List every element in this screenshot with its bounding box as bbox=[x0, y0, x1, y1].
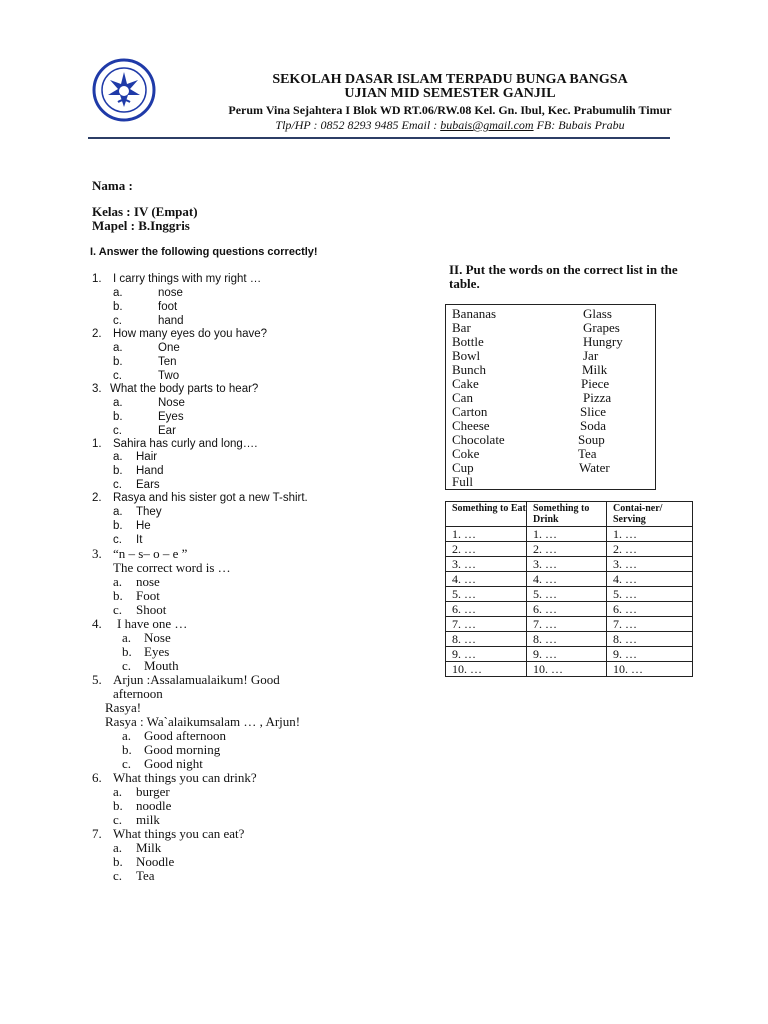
answer-cell[interactable]: 1. … bbox=[607, 527, 693, 542]
option-text: Good morning bbox=[144, 742, 221, 757]
answer-cell[interactable]: 7. … bbox=[446, 617, 527, 632]
option-text: Foot bbox=[136, 588, 160, 603]
question-subtext: The correct word is … bbox=[113, 560, 231, 575]
email-link[interactable]: bubais@gmail.com bbox=[440, 118, 534, 132]
option-letter: a. bbox=[113, 287, 123, 299]
option-letter: b. bbox=[113, 301, 123, 313]
question-number: 6. bbox=[92, 770, 102, 785]
word-item: Pizza bbox=[583, 390, 612, 405]
question-number: 4. bbox=[92, 616, 102, 631]
option-letter: a. bbox=[113, 574, 123, 589]
answer-cell[interactable]: 7. … bbox=[527, 617, 607, 632]
answer-cell[interactable]: 4. … bbox=[527, 572, 607, 587]
option-letter: b. bbox=[122, 742, 132, 757]
answer-cell[interactable]: 3. … bbox=[446, 557, 527, 572]
option-text: Mouth bbox=[144, 658, 179, 673]
answer-cell[interactable]: 2. … bbox=[527, 542, 607, 557]
school-address: Perum Vina Sejahtera I Blok WD RT.06/RW.08 Kel. Gn. Ibul, Kec. Prabumulih Timur bbox=[228, 103, 672, 117]
mapel-field: Mapel : B.Inggris bbox=[92, 218, 190, 233]
word-item: Water bbox=[579, 460, 610, 475]
question-text: How many eyes do you have? bbox=[113, 328, 268, 340]
answer-cell[interactable]: 4. … bbox=[607, 572, 693, 587]
option-text: They bbox=[136, 506, 162, 518]
word-item: Coke bbox=[452, 446, 480, 461]
question-number: 1. bbox=[92, 438, 102, 450]
question-text: What the body parts to hear? bbox=[110, 383, 259, 395]
word-item: Bananas bbox=[452, 306, 497, 321]
answer-cell[interactable]: 2. … bbox=[607, 542, 693, 557]
answer-cell[interactable]: 3. … bbox=[527, 557, 607, 572]
word-item: Bar bbox=[452, 320, 471, 335]
option-text: Ears bbox=[136, 479, 160, 491]
option-text: foot bbox=[158, 301, 178, 313]
table-row bbox=[446, 602, 693, 617]
option-letter: c. bbox=[113, 812, 123, 827]
option-text: Hand bbox=[136, 465, 164, 477]
word-item: Bunch bbox=[452, 362, 486, 377]
kelas-field: Kelas : IV (Empat) bbox=[92, 204, 198, 219]
answer-cell[interactable]: 5. … bbox=[446, 587, 527, 602]
question-number: 2. bbox=[92, 492, 102, 504]
option-letter: c. bbox=[113, 370, 122, 382]
option-text: Ear bbox=[158, 425, 176, 437]
answer-cell[interactable]: 2. … bbox=[446, 542, 527, 557]
option-text: nose bbox=[158, 287, 183, 299]
contact-prefix: Tlp/HP : 0852 8293 9485 Email : bbox=[275, 118, 441, 132]
question-number: 3. bbox=[92, 546, 102, 561]
answer-cell[interactable]: 10. … bbox=[527, 662, 607, 677]
question-text: I have one … bbox=[117, 616, 188, 631]
answer-cell[interactable]: 8. … bbox=[527, 632, 607, 647]
option-letter: a. bbox=[113, 342, 123, 354]
table-row bbox=[446, 527, 693, 542]
option-text: Good afternoon bbox=[144, 728, 226, 743]
word-item: Jar bbox=[583, 348, 599, 363]
column-header: Contai-ner/ Serving bbox=[607, 502, 693, 527]
word-item: Milk bbox=[582, 362, 608, 377]
option-letter: a. bbox=[122, 728, 132, 743]
column-header: Something to Drink bbox=[527, 502, 607, 527]
header-divider bbox=[88, 137, 670, 139]
word-item: Piece bbox=[581, 376, 610, 391]
answer-cell[interactable]: 1. … bbox=[446, 527, 527, 542]
option-text: Nose bbox=[158, 397, 185, 409]
option-letter: c. bbox=[122, 756, 132, 771]
option-text: Eyes bbox=[144, 644, 170, 659]
option-text: Shoot bbox=[136, 602, 167, 617]
answer-cell[interactable]: 3. … bbox=[607, 557, 693, 572]
word-bank bbox=[445, 304, 656, 490]
option-letter: c. bbox=[122, 658, 132, 673]
word-item: Bowl bbox=[452, 348, 481, 363]
option-text: Good night bbox=[144, 756, 203, 771]
answer-cell[interactable]: 6. … bbox=[446, 602, 527, 617]
option-text: Nose bbox=[144, 630, 171, 645]
option-text: nose bbox=[136, 574, 160, 589]
answer-cell[interactable]: 8. … bbox=[446, 632, 527, 647]
answer-cell[interactable]: 1. … bbox=[527, 527, 607, 542]
question-number: 1. bbox=[92, 273, 102, 285]
option-text: Eyes bbox=[158, 411, 184, 423]
table-row bbox=[446, 632, 693, 647]
option-letter: c. bbox=[113, 425, 122, 437]
option-letter: c. bbox=[113, 479, 122, 491]
option-letter: c. bbox=[113, 602, 123, 617]
table-row bbox=[446, 587, 693, 602]
option-text: milk bbox=[136, 812, 160, 827]
answer-cell[interactable]: 9. … bbox=[607, 647, 693, 662]
answer-cell[interactable]: 4. … bbox=[446, 572, 527, 587]
option-letter: b. bbox=[113, 520, 123, 532]
question-text: Sahira has curly and long…. bbox=[113, 438, 258, 450]
answer-cell[interactable]: 10. … bbox=[607, 662, 693, 677]
option-letter: b. bbox=[113, 588, 123, 603]
question-text-line4: Rasya : Wa`alaikumsalam … , Arjun! bbox=[105, 714, 301, 729]
answer-cell[interactable]: 10. … bbox=[446, 662, 527, 677]
question-text: What things you can drink? bbox=[113, 770, 257, 785]
word-item: Cup bbox=[452, 460, 474, 475]
word-item: Full bbox=[452, 474, 473, 489]
exam-title: UJIAN MID SEMESTER GANJIL bbox=[344, 86, 556, 101]
option-letter: c. bbox=[113, 868, 123, 883]
section1-title: I. Answer the following questions correctly! bbox=[90, 246, 318, 258]
table-row bbox=[446, 557, 693, 572]
word-item: Carton bbox=[452, 404, 488, 419]
question-text-line2: afternoon bbox=[113, 686, 163, 701]
option-letter: c. bbox=[113, 534, 122, 546]
question-number: 3. bbox=[92, 383, 102, 395]
answer-cell[interactable]: 9. … bbox=[446, 647, 527, 662]
nama-field: Nama : bbox=[92, 178, 133, 193]
table-header-row bbox=[446, 502, 693, 527]
school-logo bbox=[92, 58, 156, 122]
word-item: Glass bbox=[583, 306, 612, 321]
word-item: Can bbox=[452, 390, 473, 405]
word-item: Slice bbox=[580, 404, 606, 419]
option-text: Hair bbox=[136, 451, 158, 463]
contact-line bbox=[160, 118, 740, 133]
answer-cell[interactable]: 7. … bbox=[607, 617, 693, 632]
word-item: Soup bbox=[578, 432, 605, 447]
answer-cell[interactable]: 8. … bbox=[607, 632, 693, 647]
word-item: Soda bbox=[580, 418, 606, 433]
answer-cell[interactable]: 5. … bbox=[607, 587, 693, 602]
option-text: noodle bbox=[136, 798, 172, 813]
option-text: Noodle bbox=[136, 854, 175, 869]
answer-cell[interactable]: 6. … bbox=[607, 602, 693, 617]
option-letter: a. bbox=[113, 784, 123, 799]
word-item: Cake bbox=[452, 376, 479, 391]
table-row bbox=[446, 662, 693, 677]
option-letter: a. bbox=[113, 451, 123, 463]
question-text-line3: Rasya! bbox=[105, 700, 142, 715]
school-name: SEKOLAH DASAR ISLAM TERPADU BUNGA BANGSA bbox=[272, 72, 628, 87]
option-text: Tea bbox=[136, 868, 155, 883]
option-letter: c. bbox=[113, 315, 122, 327]
option-letter: b. bbox=[113, 798, 123, 813]
option-text: Ten bbox=[158, 356, 177, 368]
option-text: It bbox=[136, 534, 143, 546]
table-row bbox=[446, 542, 693, 557]
option-letter: a. bbox=[113, 840, 123, 855]
option-text: Two bbox=[158, 370, 180, 382]
question-number: 2. bbox=[92, 328, 102, 340]
question-number: 7. bbox=[92, 826, 102, 841]
option-text: He bbox=[136, 520, 151, 532]
word-item: Cheese bbox=[452, 418, 490, 433]
section2-title: II. Put the words on the correct list in the table. bbox=[449, 262, 678, 291]
option-letter: b. bbox=[113, 465, 123, 477]
question-text: What things you can eat? bbox=[113, 826, 245, 841]
table-row bbox=[446, 647, 693, 662]
question-number: 5. bbox=[92, 672, 102, 687]
option-text: burger bbox=[136, 784, 170, 799]
option-letter: a. bbox=[113, 397, 123, 409]
answer-cell[interactable]: 9. … bbox=[527, 647, 607, 662]
table-row bbox=[446, 617, 693, 632]
table-row bbox=[446, 572, 693, 587]
option-text: One bbox=[158, 342, 180, 354]
question-text: I carry things with my right … bbox=[113, 273, 262, 285]
option-text: hand bbox=[158, 315, 184, 327]
question-text: “n – s– o – e ” bbox=[113, 546, 188, 561]
option-letter: a. bbox=[113, 506, 123, 518]
word-item: Hungry bbox=[583, 334, 623, 349]
word-item: Chocolate bbox=[452, 432, 505, 447]
option-letter: b. bbox=[113, 854, 123, 869]
answer-table bbox=[445, 501, 693, 677]
option-letter: b. bbox=[122, 644, 132, 659]
contact-suffix: FB: Bubais Prabu bbox=[533, 118, 625, 132]
word-item: Tea bbox=[578, 446, 597, 461]
option-letter: b. bbox=[113, 411, 123, 423]
word-item: Grapes bbox=[583, 320, 620, 335]
column-header: Something to Eat bbox=[446, 502, 527, 527]
question-text: Rasya and his sister got a new T-shirt. bbox=[113, 492, 308, 504]
option-text: Milk bbox=[136, 840, 162, 855]
question-text: Arjun :Assalamualaikum! Good bbox=[113, 672, 280, 687]
answer-cell[interactable]: 6. … bbox=[527, 602, 607, 617]
option-letter: b. bbox=[113, 356, 123, 368]
option-letter: a. bbox=[122, 630, 132, 645]
answer-cell[interactable]: 5. … bbox=[527, 587, 607, 602]
word-item: Bottle bbox=[452, 334, 484, 349]
